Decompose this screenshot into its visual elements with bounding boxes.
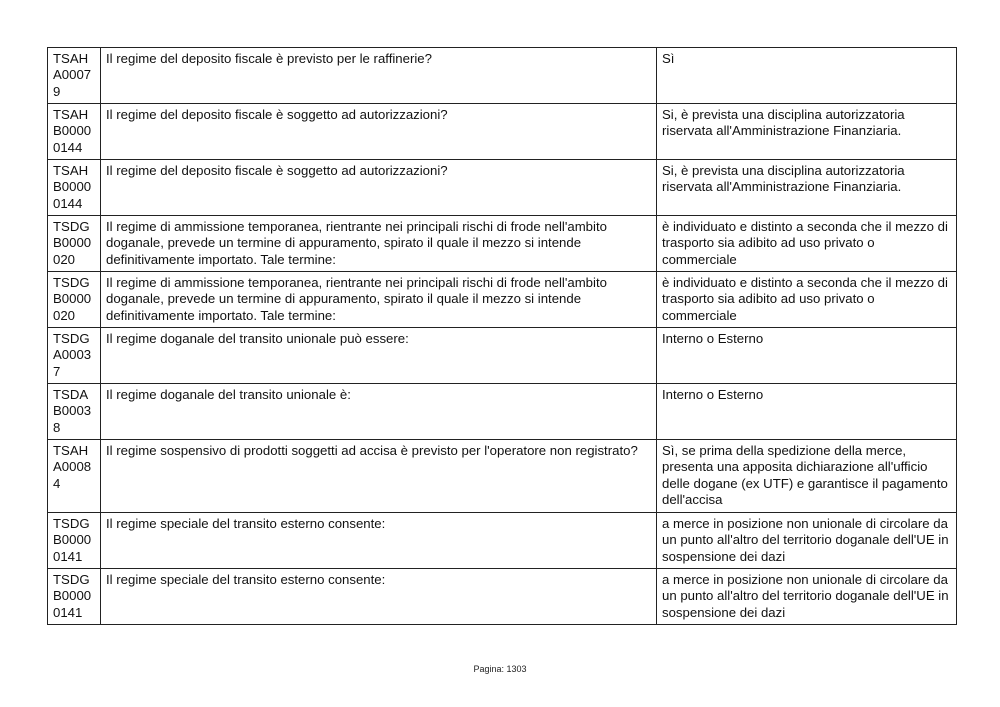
answer-text: Si, è prevista una disciplina autorizzatoria riservata all'Amministrazione Finanziaria.: [657, 104, 957, 160]
question-code: TSDG B0000 020: [48, 216, 101, 272]
question-code: TSDA B0003 8: [48, 384, 101, 440]
table-row: [48, 104, 957, 160]
table-row: [48, 569, 957, 625]
question-text: Il regime del deposito fiscale è previsto per le raffinerie?: [101, 48, 657, 104]
table-row: [48, 440, 957, 513]
answer-text: a merce in posizione non unionale di circolare da un punto all'altro del territorio doganale dell'UE in sospensione dei dazi: [657, 569, 957, 625]
table-row: [48, 328, 957, 384]
question-code: TSAH B0000 0144: [48, 160, 101, 216]
question-text: Il regime del deposito fiscale è soggetto ad autorizzazioni?: [101, 160, 657, 216]
question-text: Il regime del deposito fiscale è soggetto ad autorizzazioni?: [101, 104, 657, 160]
question-text: Il regime doganale del transito unionale è:: [101, 384, 657, 440]
table-row: [48, 384, 957, 440]
answer-text: Sì: [657, 48, 957, 104]
table-row: [48, 216, 957, 272]
question-text: Il regime doganale del transito unionale può essere:: [101, 328, 657, 384]
question-code: TSDG A0003 7: [48, 328, 101, 384]
question-table: [47, 47, 957, 625]
answer-text: Interno o Esterno: [657, 328, 957, 384]
question-text: Il regime sospensivo di prodotti soggetti ad accisa è previsto per l'operatore non registrato?: [101, 440, 657, 513]
table-row: [48, 48, 957, 104]
question-text: Il regime speciale del transito esterno consente:: [101, 513, 657, 569]
question-code: TSDG B0000 0141: [48, 513, 101, 569]
answer-text: Interno o Esterno: [657, 384, 957, 440]
table-row: [48, 160, 957, 216]
answer-text: Si, è prevista una disciplina autorizzatoria riservata all'Amministrazione Finanziaria.: [657, 160, 957, 216]
question-code: TSAH A0008 4: [48, 440, 101, 513]
question-text: Il regime speciale del transito esterno consente:: [101, 569, 657, 625]
question-text: Il regime di ammissione temporanea, rientrante nei principali rischi di frode nell'ambito doganale, prevede un termine di appuramento, spirato il quale il mezzo si intende definitivamente importato. Tale termine:: [101, 272, 657, 328]
question-code: TSDG B0000 0141: [48, 569, 101, 625]
question-code: TSAH A0007 9: [48, 48, 101, 104]
answer-text: è individuato e distinto a seconda che il mezzo di trasporto sia adibito ad uso privato o commerciale: [657, 272, 957, 328]
page-number: Pagina: 1303: [473, 664, 527, 674]
table-row: [48, 272, 957, 328]
question-code: TSDG B0000 020: [48, 272, 101, 328]
answer-text: Sì, se prima della spedizione della merce, presenta una apposita dichiarazione all'ufficio delle dogane (ex UTF) e garantisce il pagamento dell'accisa: [657, 440, 957, 513]
answer-text: è individuato e distinto a seconda che il mezzo di trasporto sia adibito ad uso privato o commerciale: [657, 216, 957, 272]
table-row: [48, 513, 957, 569]
question-code: TSAH B0000 0144: [48, 104, 101, 160]
answer-text: a merce in posizione non unionale di circolare da un punto all'altro del territorio doganale dell'UE in sospensione dei dazi: [657, 513, 957, 569]
question-text: Il regime di ammissione temporanea, rientrante nei principali rischi di frode nell'ambito doganale, prevede un termine di appuramento, spirato il quale il mezzo si intende definitivamente importato. Tale termine:: [101, 216, 657, 272]
